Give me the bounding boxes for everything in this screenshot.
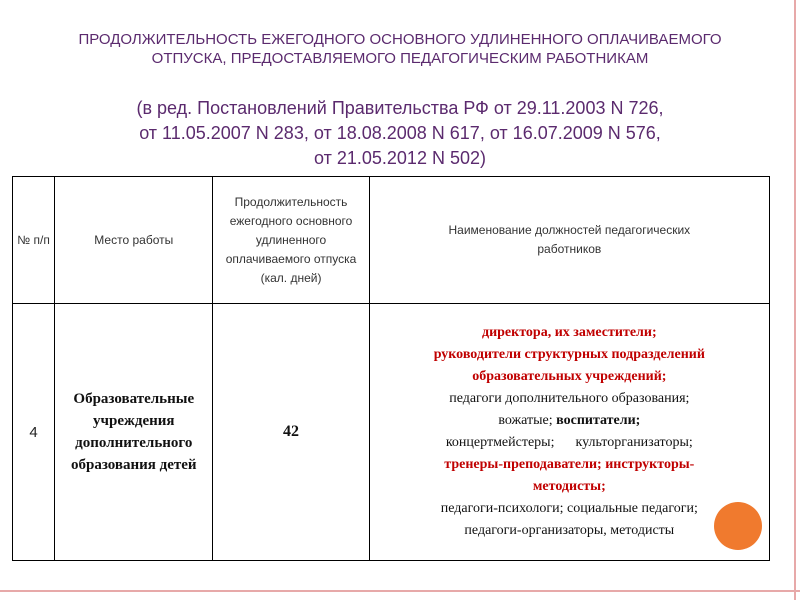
position-line: тренеры-преподаватели; инструкторы- [444, 457, 695, 472]
subtitle-line: (в ред. Постановлений Правительства РФ от 29.11.2003 N 726, [136, 98, 664, 118]
header-workplace: Место работы [55, 177, 213, 304]
position-line: директора, их заместители; [482, 325, 657, 340]
decorative-circle [714, 502, 762, 550]
header-positions: Наименование должностей педагогических работников [369, 177, 769, 304]
subtitle-line: от 11.05.2007 N 283, от 18.08.2008 N 617, от 16.07.2009 N 576, [139, 123, 661, 143]
page-subtitle [40, 96, 760, 171]
header-number: № п/п [13, 177, 55, 304]
position-text: вожатые; [498, 413, 557, 428]
vacation-table [12, 176, 770, 561]
slide-frame-right [794, 0, 796, 600]
subtitle-line: от 21.05.2012 N 502) [314, 148, 486, 168]
position-line: методисты; [532, 479, 606, 494]
table-row [13, 304, 770, 561]
row-days: 42 [213, 304, 369, 561]
position-line [374, 410, 765, 432]
position-line: педагоги дополнительного образования; [449, 391, 690, 406]
position-line: педагоги-психологи; социальные педагоги; [440, 501, 698, 516]
position-text-bold: воспитатели; [556, 413, 641, 428]
position-line: педагоги-организаторы, методисты [464, 523, 675, 538]
header-duration: Продолжительность ежегодного основного удлиненного оплачиваемого отпуска (кал. дней) [213, 177, 369, 304]
row-positions [369, 304, 769, 561]
row-number: 4 [13, 304, 55, 561]
table-header-row [13, 177, 770, 304]
position-line: образовательных учреждений; [472, 369, 667, 384]
slide-frame-bottom [0, 590, 800, 592]
page-title: ПРОДОЛЖИТЕЛЬНОСТЬ ЕЖЕГОДНОГО ОСНОВНОГО УДЛИНЕННОГО ОПЛАЧИВАЕМОГО ОТПУСКА, ПРЕДОСТАВЛЯЕМОГО ПЕДАГОГИЧЕСКИМ РАБОТНИКАМ [78, 31, 722, 67]
row-workplace: Образовательные учреждения дополнительного образования детей [55, 304, 213, 561]
position-line: концертмейстеры; культорганизаторы; [445, 435, 693, 450]
position-line: руководители структурных подразделений [433, 347, 705, 362]
